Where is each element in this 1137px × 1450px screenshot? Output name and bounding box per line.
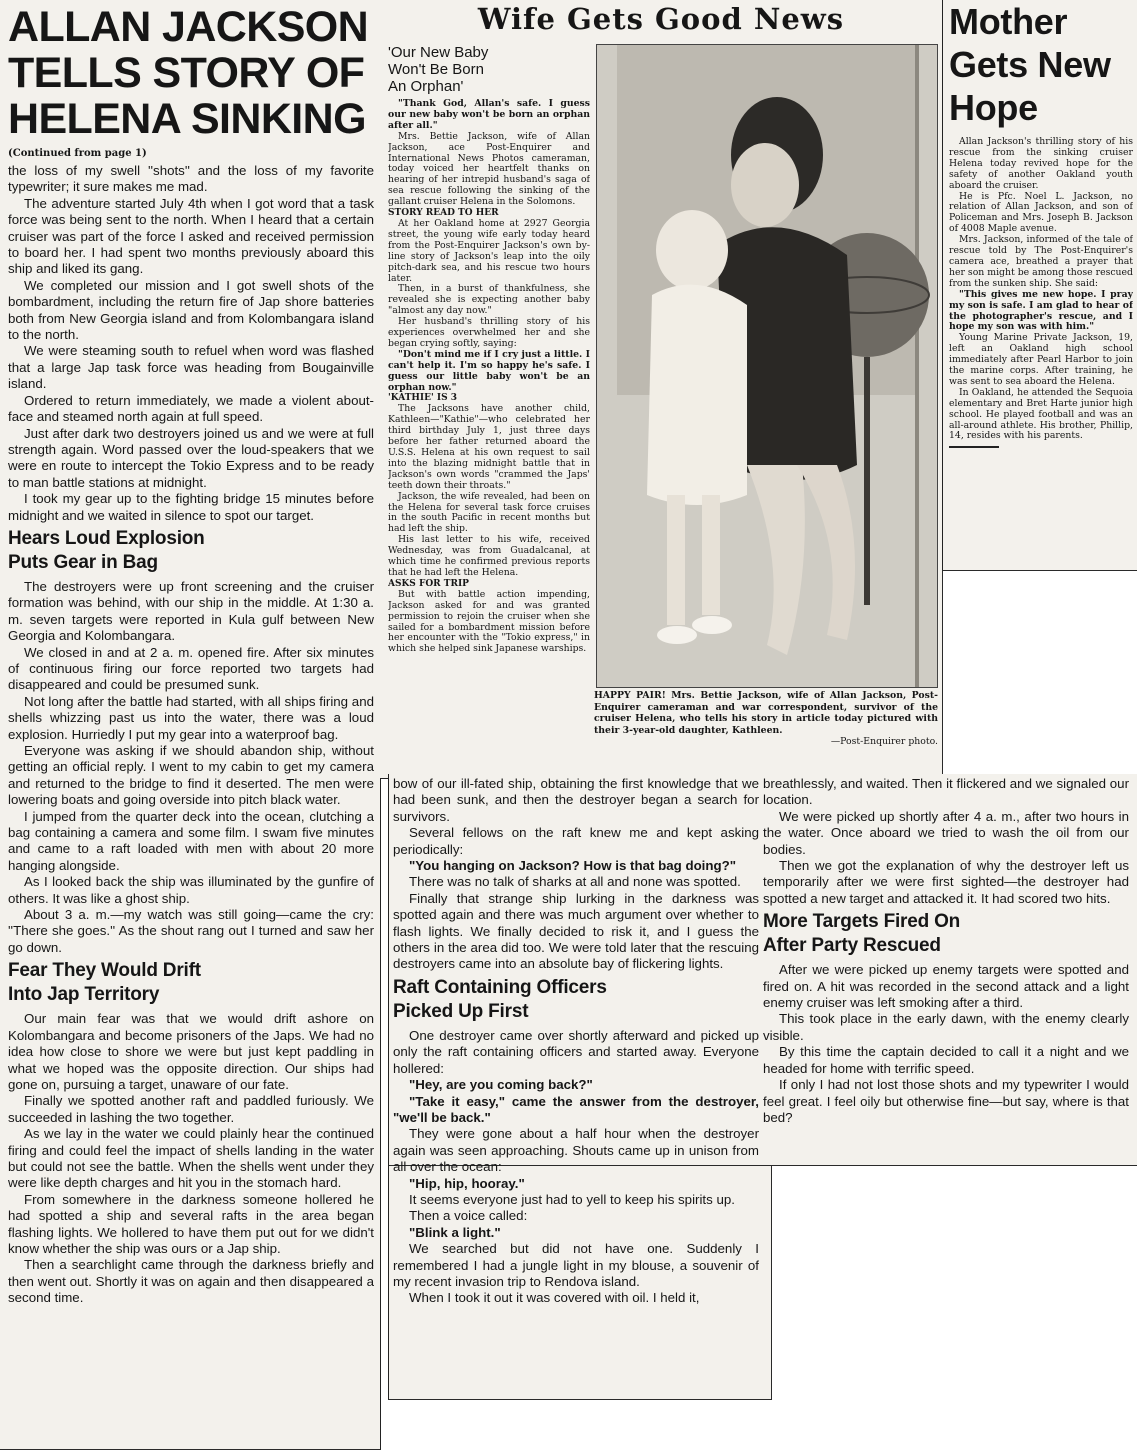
paragraph: Young Marine Private Jackson, 19, left an Oakland high school immediately after Pearl Harbor to join the marine corps. After training, he was sent to sea aboard the Helena.: [949, 332, 1133, 387]
main-article-column: [8, 4, 374, 1307]
section-subhead: ASKS FOR TRIP: [388, 578, 469, 589]
main-article-clipping: [0, 0, 381, 1450]
paragraph: At her Oakland home at 2927 Georgia street, the young wife early today heard from the Post-Enquirer Jackson's own by-line story of Jackson's leap into the oily pitch-dark sea, and his rescue two hours later.: [388, 217, 590, 284]
paragraph: breathlessly, and waited. Then it flickered and we signaled our location.: [763, 776, 1129, 808]
deck-line: Won't Be Born: [388, 61, 484, 78]
paragraph: Finally that strange ship lurking in the darkness was spotted again and there was much argument over whether to flash lights. We finally decided to risk it, and I guess the others in the area did too. We were told later that the rescuing destroyers came into an absolute bay of flickering lights.: [393, 890, 759, 972]
subhead-line: Picked Up First: [393, 1000, 529, 1022]
paragraph: I jumped from the quarter deck into the ocean, clutching a bag containing a camera and some film. I swam five minutes and came to a raft loaded with men with about 20 more hanging alongside.: [8, 808, 374, 873]
paragraph: Everyone was asking if we should abandon ship, without getting an official reply. I went to my cabin to get my camera and returned to the bridge to find it deserted. The men were lowering boats and going overside into pitch black water.: [8, 743, 374, 808]
paragraph: The destroyers were up front screening and the cruiser formation was behind, with our ship in the middle. At 1:30 a. m. seven targets were reported in Kula gulf between New Georgia and Kolombangara.: [8, 578, 374, 644]
wife-article-column: [388, 44, 590, 655]
caption-text: HAPPY PAIR! Mrs. Bettie Jackson, wife of Allan Jackson, Post-Enquirer cameraman and war correspondent, survivor of the cruiser Helena, who tells his story in article today pictured with their 3-year-old daughter, Kathleen.: [594, 690, 938, 736]
subhead-line: Into Jap Territory: [8, 984, 160, 1006]
paragraph: Our main fear was that we would drift ashore on Kolombangara and become prisoners of the Japs. We had no idea how close to shore we were but just kept paddling in what we hoped was the opposite direction. Our ships had gone on, pursuing a target, unaware of our fate.: [8, 1011, 374, 1092]
subhead-more-targets: [763, 910, 1129, 958]
paragraph: "Hip, hip, hooray.": [409, 1175, 525, 1191]
subhead-fear-drift: [8, 959, 374, 1007]
mother-article-clipping: [942, 0, 1137, 571]
main-body-part-c: [8, 1011, 374, 1306]
mother-headline: [949, 0, 1133, 129]
paragraph: Jackson, the wife revealed, had been on the Helena for several task force cruises in the south Pacific in recent months but had left the ship.: [388, 490, 590, 535]
paragraph: We closed in and at 2 a. m. opened fire. After six minutes of continuous firing our force reported two targets had disappeared and could be presumed sunk.: [8, 644, 374, 693]
paragraph: But with battle action impending, Jackson asked for and was granted permission to rejoin the cruiser when she sailed for a bombardment mission before her encounter with the "Tokio express," in which she helped sink Japanese warships.: [388, 588, 590, 655]
deck-line: 'Our New Baby: [388, 44, 489, 61]
photo-illustration: [597, 45, 937, 687]
paragraph: Finally we spotted another raft and paddled furiously. We succeeded in lashing the two together.: [8, 1093, 374, 1125]
paragraph: We completed our mission and I got swell shots of the bombardment, including the return fire of Jap shore batteries both from New Georgia island and from Kolombangara island to the north.: [8, 277, 374, 343]
continuation-column-2: [763, 776, 1129, 1161]
paragraph: In Oakland, he attended the Sequoia elementary and Bret Harte junior high school. He played football and was an all-around athlete. His brother, Phillip, 14, resides with his parents.: [949, 386, 1133, 442]
paragraph: After we were picked up enemy targets were spotted and fired on. A hit was recorded in the second attack and a light enemy cruiser was left smoking after a third.: [763, 962, 1129, 1011]
main-headline-line: HELENA SINKING: [8, 95, 366, 143]
paragraph: We searched but did not have one. Suddenly I remembered I had a jungle light in my blouse, a souvenir of my recent invasion trip to Rendova island.: [393, 1241, 759, 1289]
section-subhead: STORY READ TO HER: [388, 208, 499, 219]
paragraph: When I took it out it was covered with oil. I held it,: [409, 1290, 700, 1306]
paragraph: Then we got the explanation of why the destroyer left us temporarily after we were first sighted—the destroyer had spotted a new target and attacked it. It had scored two hits.: [763, 858, 1129, 906]
paragraph: Just after dark two destroyers joined us and we were at full strength again. Word passed over the loud-speakers that we were en route to intercept the Tokio Express and to be ready to man battle stations at midnight.: [8, 425, 374, 490]
section-subhead: 'KATHIE' IS 3: [388, 393, 457, 404]
subhead-hears-loud-explosion: [8, 527, 374, 575]
wife-article-clipping: [380, 0, 943, 779]
paragraph: I took my gear up to the fighting bridge 15 minutes before midnight and we waited in silence to spot our target.: [8, 491, 374, 523]
continued-note: (Continued from page 1): [8, 148, 147, 159]
paragraph: If only I had not lost those shots and my typewriter I would feel great. I feel oily but otherwise fine—but say, where is that bed?: [763, 1077, 1129, 1125]
main-body-part-a: [8, 163, 374, 524]
paragraph: Not long after the battle had started, with all ships firing and shells whizzing past us into the water, there was a loud explosion. Hurriedly I put my gear into a waterproof bag.: [8, 693, 374, 742]
subhead-line: Raft Containing Officers: [393, 976, 607, 998]
paragraph: "Hey, are you coming back?": [409, 1077, 593, 1093]
paragraph: "Don't mind me if I cry just a little. I can't help it. I'm so happy he's safe. I guess our little baby won't be an orphan now.": [388, 348, 590, 393]
continuation-body-2a: [763, 776, 1129, 907]
main-headline-line: ALLAN JACKSON: [8, 4, 369, 51]
paragraph: Mrs. Jackson, informed of the tale of rescue told by The Post-Enquirer's camera ace, breathed a prayer that her son might be among those rescued from the sunken ship. She said:: [949, 234, 1133, 289]
continuation-body-1a: [393, 776, 759, 973]
paragraph: As I looked back the ship was illuminated by the gunfire of others. It was like a ghost ship.: [8, 874, 374, 906]
mother-headline-line: Gets New: [949, 44, 1111, 85]
paragraph: Then a searchlight came through the darkness briefly and then went out. Shortly it was on again and then disappeared a second time.: [8, 1257, 374, 1306]
paragraph: They were gone about a half hour when the destroyer again was seen approaching. Shouts came up in unison from all over the ocean:: [393, 1126, 759, 1175]
paragraph: "Take it easy," came the answer from the destroyer, "we'll be back.": [393, 1093, 759, 1125]
subhead-line: Puts Gear in Bag: [8, 551, 158, 573]
main-headline: [8, 4, 374, 142]
main-headline-line: TELLS STORY OF: [8, 49, 365, 97]
paragraph: "Thank God, Allan's safe. I guess our new baby won't be born an orphan after all.": [388, 98, 590, 131]
paragraph: Ordered to return immediately, we made a violent about-face and steamed north again at full speed.: [8, 392, 374, 425]
paragraph: Her husband's thrilling story of his experiences overwhelmed her and she began crying softly, saying:: [388, 316, 590, 349]
paragraph: This took place in the early dawn, with the enemy clearly visible.: [763, 1011, 1129, 1043]
wife-banner-headline: Wife Gets Good News: [477, 2, 845, 36]
mother-body: [949, 137, 1133, 442]
end-rule: [949, 446, 999, 448]
continuation-body-2b: [763, 962, 1129, 1126]
photo-credit: —Post-Enquirer photo.: [830, 736, 938, 748]
paragraph: The Jacksons have another child, Kathleen—"Kathie"—who celebrated her third birthday July 1, just three days before her father returned aboard the U.S.S. Helena at his own request to sail into the blazing midnight battle that in Jackson's own words "crammed the Japs' teeth down their throats.": [388, 403, 590, 491]
paragraph: Then a voice called:: [409, 1208, 528, 1224]
mother-article-column: [949, 0, 1133, 448]
photo-caption: [594, 690, 938, 748]
paragraph: One destroyer came over shortly afterward and picked up only the raft containing officers and started away. Everyone hollered:: [393, 1027, 759, 1076]
paragraph: By this time the captain decided to call it a night and we headed for home with terrific speed.: [763, 1044, 1129, 1076]
subhead-line: Fear They Would Drift: [8, 960, 201, 982]
paragraph: bow of our ill-fated ship, obtaining the first knowledge that we had been sunk, and then the destroyer began a search for survivors.: [393, 776, 759, 824]
paragraph: About 3 a. m.—my watch was still going—came the cry: ''There she goes.'' As the shout rang out I turned and saw her go down.: [8, 907, 374, 955]
paragraph: "This gives me new hope. I pray my son is safe. I am glad to hear of the photographer's rescue, and I hope my son was with him.": [949, 288, 1133, 333]
paragraph: The adventure started July 4th when I got word that a task force was being sent to the north. When I heard that a certain cruiser was part of the force I asked and received permission to board her. I had spent two months previously aboard this ship and liked its gang.: [8, 195, 374, 277]
wife-deck: [388, 44, 590, 95]
paragraph: There was no talk of sharks at all and none was spotted.: [409, 874, 741, 890]
main-body-part-b: [8, 579, 374, 956]
wife-body: [388, 99, 590, 655]
paragraph: Several fellows on the raft knew me and kept asking periodically:: [393, 825, 759, 857]
paragraph: the loss of my swell ''shots'' and the loss of my favorite typewriter; it sure makes me mad.: [8, 163, 374, 195]
deck-line: An Orphan': [388, 78, 464, 95]
subhead-line: More Targets Fired On: [763, 911, 961, 933]
subhead-line: After Party Rescued: [763, 935, 941, 957]
paragraph: We were steaming south to refuel when word was flashed that a large Jap task force was heading from Bougainville island.: [8, 343, 374, 392]
paragraph: Then, in a burst of thankfulness, she revealed she is expecting another baby "almost any day now.": [388, 283, 590, 317]
paragraph: As we lay in the water we could plainly hear the continued firing and could feel the impact of shells landing in the water but could not see the battle. When the shells went under they were like depth charges and hit you in the stomach hard.: [8, 1126, 374, 1191]
mother-headline-line: Mother: [949, 1, 1068, 42]
paragraph: Mrs. Bettie Jackson, wife of Allan Jackson, ace Post-Enquirer and International News Photos cameraman, today voiced her heartfelt thanks on hearing of her intrepid husband's saga of sea rescue following the sinking of the gallant cruiser Helena in the Solomons.: [388, 130, 590, 208]
paragraph: It seems everyone just had to yell to keep his spirits up.: [409, 1191, 735, 1207]
mother-daughter-photo: [596, 44, 938, 688]
continuation-clipping: [388, 774, 1137, 1306]
continuation-body-1b: [393, 1028, 759, 1307]
mother-headline-line: Hope: [949, 87, 1038, 128]
subhead-raft-officers: [393, 976, 759, 1024]
paragraph: He is Pfc. Noel L. Jackson, no relation of Allan Jackson, and son of Policeman and Mrs. Joseph B. Jackson of 4008 Maple avenue.: [949, 190, 1133, 235]
paragraph: We were picked up shortly after 4 a. m., after two hours in the water. Once aboard we tried to wash the oil from our bodies.: [763, 808, 1129, 857]
paragraph: From somewhere in the darkness someone hollered he had spotted a ship and several rafts in the area began flashing lights. We hollered to have them put out for we didn't know whether the ship was ours or a Jap ship.: [8, 1191, 374, 1256]
subhead-line: Hears Loud Explosion: [8, 527, 205, 549]
paragraph: His last letter to his wife, received Wednesday, was from Guadalcanal, at which time he confirmed previous reports that he had left the Helena.: [388, 534, 590, 578]
continuation-column-1: [393, 776, 759, 1396]
paragraph: Allan Jackson's thrilling story of his rescue from the sinking cruiser Helena today revived hope for the safety of another Oakland youth aboard the cruiser.: [949, 136, 1133, 191]
paragraph: "Blink a light.": [409, 1224, 501, 1240]
paragraph: "You hanging on Jackson? How is that bag doing?": [409, 858, 737, 874]
